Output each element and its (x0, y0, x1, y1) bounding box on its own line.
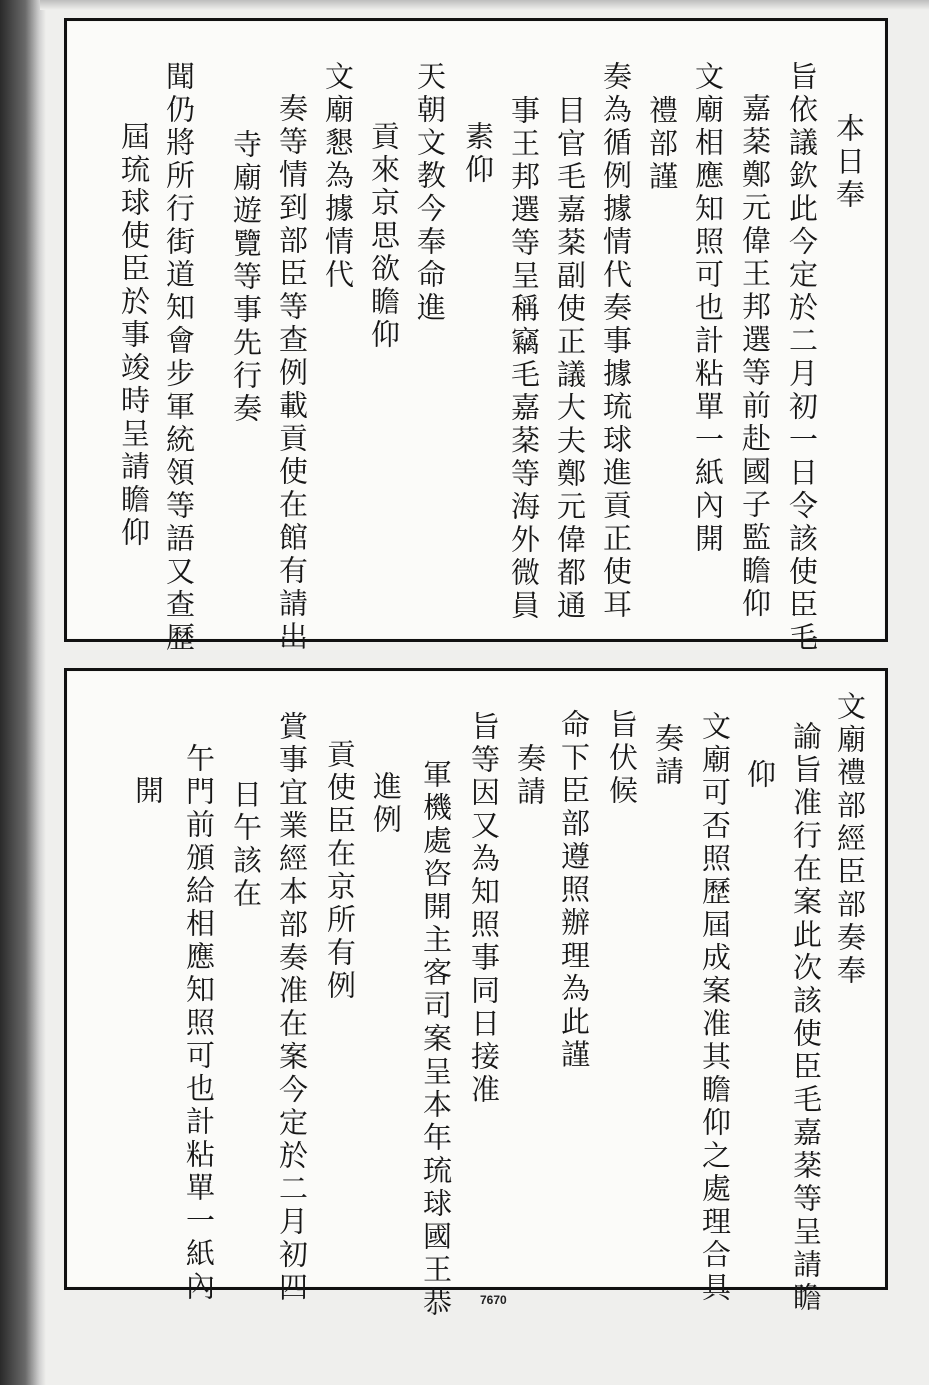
text-column: 軍機處咨開主客司案呈本年琉球國王恭 (419, 759, 453, 1320)
text-column: 諭旨准行在案此次該使臣毛嘉棻等呈請瞻 (789, 721, 823, 1315)
text-column: 聞仍將所行街道知會步軍統領等語又查歷 (162, 61, 196, 655)
text-column: 事王邦選等呈稱竊毛嘉棻等海外微員 (507, 95, 541, 623)
text-column: 嘉棻鄭元偉王邦選等前赴國子監瞻仰 (738, 93, 772, 621)
text-column: 開 (131, 775, 165, 808)
text-column: 屆琉球使臣於事竣時呈請瞻仰 (117, 121, 151, 550)
text-column: 貢使臣在京所有例 (323, 739, 357, 1003)
text-column: 命下臣部遵照辦理為此謹 (557, 709, 591, 1072)
book-spine-shadow (0, 0, 46, 1385)
text-column: 文廟禮部經臣部奏奉 (833, 691, 867, 988)
text-column: 仰 (743, 759, 777, 792)
text-column: 賞事宜業經本部奏准在案今定於二月初四 (275, 711, 309, 1305)
upper-manuscript-panel (64, 18, 888, 655)
text-column: 奏請 (651, 723, 685, 789)
text-column: 午門前頒給相應知照可也計粘單一紙內 (182, 743, 216, 1304)
text-column: 旨伏候 (605, 709, 639, 808)
text-column: 本日奉 (832, 113, 866, 212)
text-column: 旨等因又為知照事同日接准 (467, 711, 501, 1107)
text-column: 素仰 (461, 121, 495, 187)
upper-panel-text (67, 21, 885, 655)
text-column: 旨依議欽此今定於二月初一日令該使臣毛 (785, 61, 819, 655)
text-column: 奏等情到部臣等查例載貢使在館有請出 (275, 93, 309, 654)
text-column: 進例 (369, 771, 403, 837)
text-column: 奏請 (513, 743, 547, 809)
text-column: 禮部謹 (645, 95, 679, 194)
page-number: 7670 (480, 1293, 507, 1307)
text-column: 貢來京思欲瞻仰 (367, 121, 401, 352)
text-column: 奏為循例據情代奏事據琉球進貢正使耳 (599, 61, 633, 622)
text-column: 寺廟遊覽等事先行奏 (229, 129, 263, 426)
text-column: 文廟懇為據情代 (321, 61, 355, 292)
text-column: 文廟相應知照可也計粘單一紙內開 (691, 61, 725, 556)
text-column: 目官毛嘉棻副使正議大夫鄭元偉都通 (553, 95, 587, 623)
page-top-edge (40, 0, 929, 10)
text-column: 日午該在 (229, 779, 263, 911)
text-column: 文廟可否照歷屆成案准其瞻仰之處理合具 (698, 711, 732, 1305)
text-column: 天朝文教今奉命進 (413, 61, 447, 325)
